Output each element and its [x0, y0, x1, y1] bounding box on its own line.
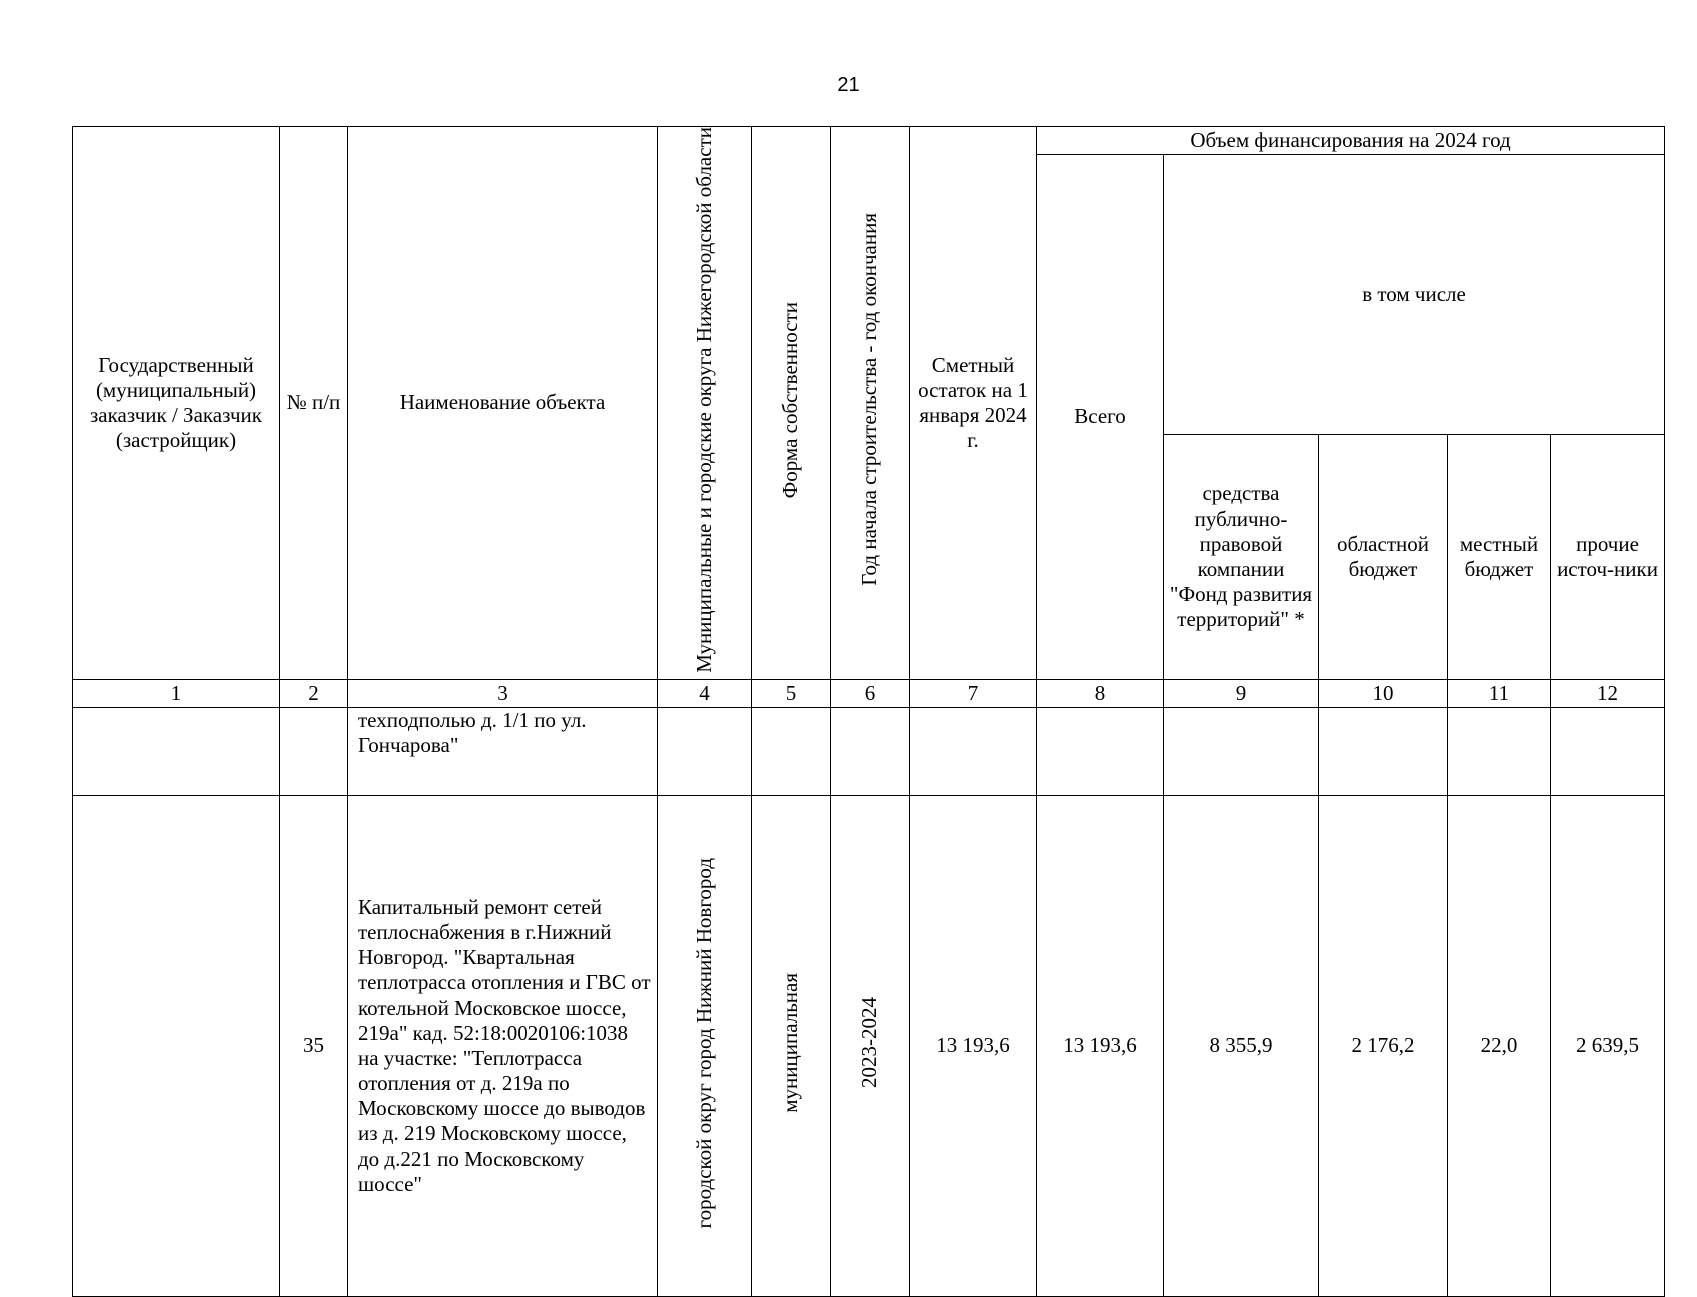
empty-cell	[280, 707, 348, 795]
row-ownership-cell	[752, 795, 831, 1296]
row-district-cell	[658, 795, 752, 1296]
column-number: 3	[348, 679, 658, 707]
empty-customer-cell	[73, 795, 280, 1296]
header-districts-cell	[658, 127, 752, 680]
column-number: 12	[1551, 679, 1665, 707]
row-ownership: муниципальная	[778, 972, 803, 1113]
empty-cell	[1551, 707, 1665, 795]
header-fund: средства публично-правовой компании "Фонд развития территорий" *	[1164, 434, 1319, 679]
row-district: городской округ город Нижний Новгород	[691, 857, 716, 1229]
row-other: 2 639,5	[1551, 795, 1665, 1296]
empty-cell	[910, 707, 1037, 795]
row-estimate: 13 193,6	[910, 795, 1037, 1296]
funding-table	[72, 126, 1665, 1297]
row-regional: 2 176,2	[1319, 795, 1448, 1296]
column-number: 10	[1319, 679, 1448, 707]
row-fund: 8 355,9	[1164, 795, 1319, 1296]
row-total: 13 193,6	[1037, 795, 1164, 1296]
header-including: в том числе	[1164, 155, 1665, 435]
empty-cell	[1037, 707, 1164, 795]
empty-cell	[1164, 707, 1319, 795]
column-number: 11	[1448, 679, 1551, 707]
header-estimate: Сметный остаток на 1 января 2024 г.	[910, 127, 1037, 680]
header-total: Всего	[1037, 155, 1164, 680]
continuation-row	[73, 707, 1665, 795]
empty-cell	[73, 707, 280, 795]
row-local: 22,0	[1448, 795, 1551, 1296]
column-number: 1	[73, 679, 280, 707]
row-years: 2023-2024	[857, 997, 882, 1089]
header-number: № п/п	[280, 127, 348, 680]
header-years-cell	[831, 127, 910, 680]
header-districts: Муниципальные и городские округа Нижегородской области	[691, 127, 716, 673]
column-number: 7	[910, 679, 1037, 707]
header-local: местный бюджет	[1448, 434, 1551, 679]
row-object-name: Капитальный ремонт сетей теплоснабжения в г.Нижний Новгород. "Квартальная теплотрасса отопления и ГВС от котельной Московское шоссе, 219а" кад. 52:18:0020106:1038 на участке: "Теплотрасса отопления от д. 219а по Московскому шоссе до выводов из д. 219 Московскому шоссе, до д.221 по Московскому шоссе"	[348, 795, 658, 1296]
empty-cell	[658, 707, 752, 795]
empty-cell	[1319, 707, 1448, 795]
header-ownership-cell	[752, 127, 831, 680]
column-number: 4	[658, 679, 752, 707]
empty-cell	[831, 707, 910, 795]
header-funding-group: Объем финансирования на 2024 год	[1037, 127, 1665, 155]
header-years: Год начала строительства - год окончания	[857, 213, 882, 587]
row-number: 35	[280, 795, 348, 1296]
column-number: 6	[831, 679, 910, 707]
empty-cell	[752, 707, 831, 795]
header-other: прочие источ-ники	[1551, 434, 1665, 679]
empty-cell	[1448, 707, 1551, 795]
page-number: 21	[837, 74, 860, 96]
header-customer: Государственный (муниципальный) заказчик / Заказчик (застройщик)	[73, 127, 280, 680]
row-years-cell	[831, 795, 910, 1296]
column-number: 9	[1164, 679, 1319, 707]
header-object-name: Наименование объекта	[348, 127, 658, 680]
header-ownership: Форма собственности	[778, 301, 803, 499]
column-number: 8	[1037, 679, 1164, 707]
column-number: 5	[752, 679, 831, 707]
table-row	[73, 795, 1665, 1296]
column-number: 2	[280, 679, 348, 707]
continuation-object-name: техподполью д. 1/1 по ул. Гончарова"	[348, 707, 658, 795]
header-regional: областной бюджет	[1319, 434, 1448, 679]
column-numbers-row	[73, 679, 1665, 707]
